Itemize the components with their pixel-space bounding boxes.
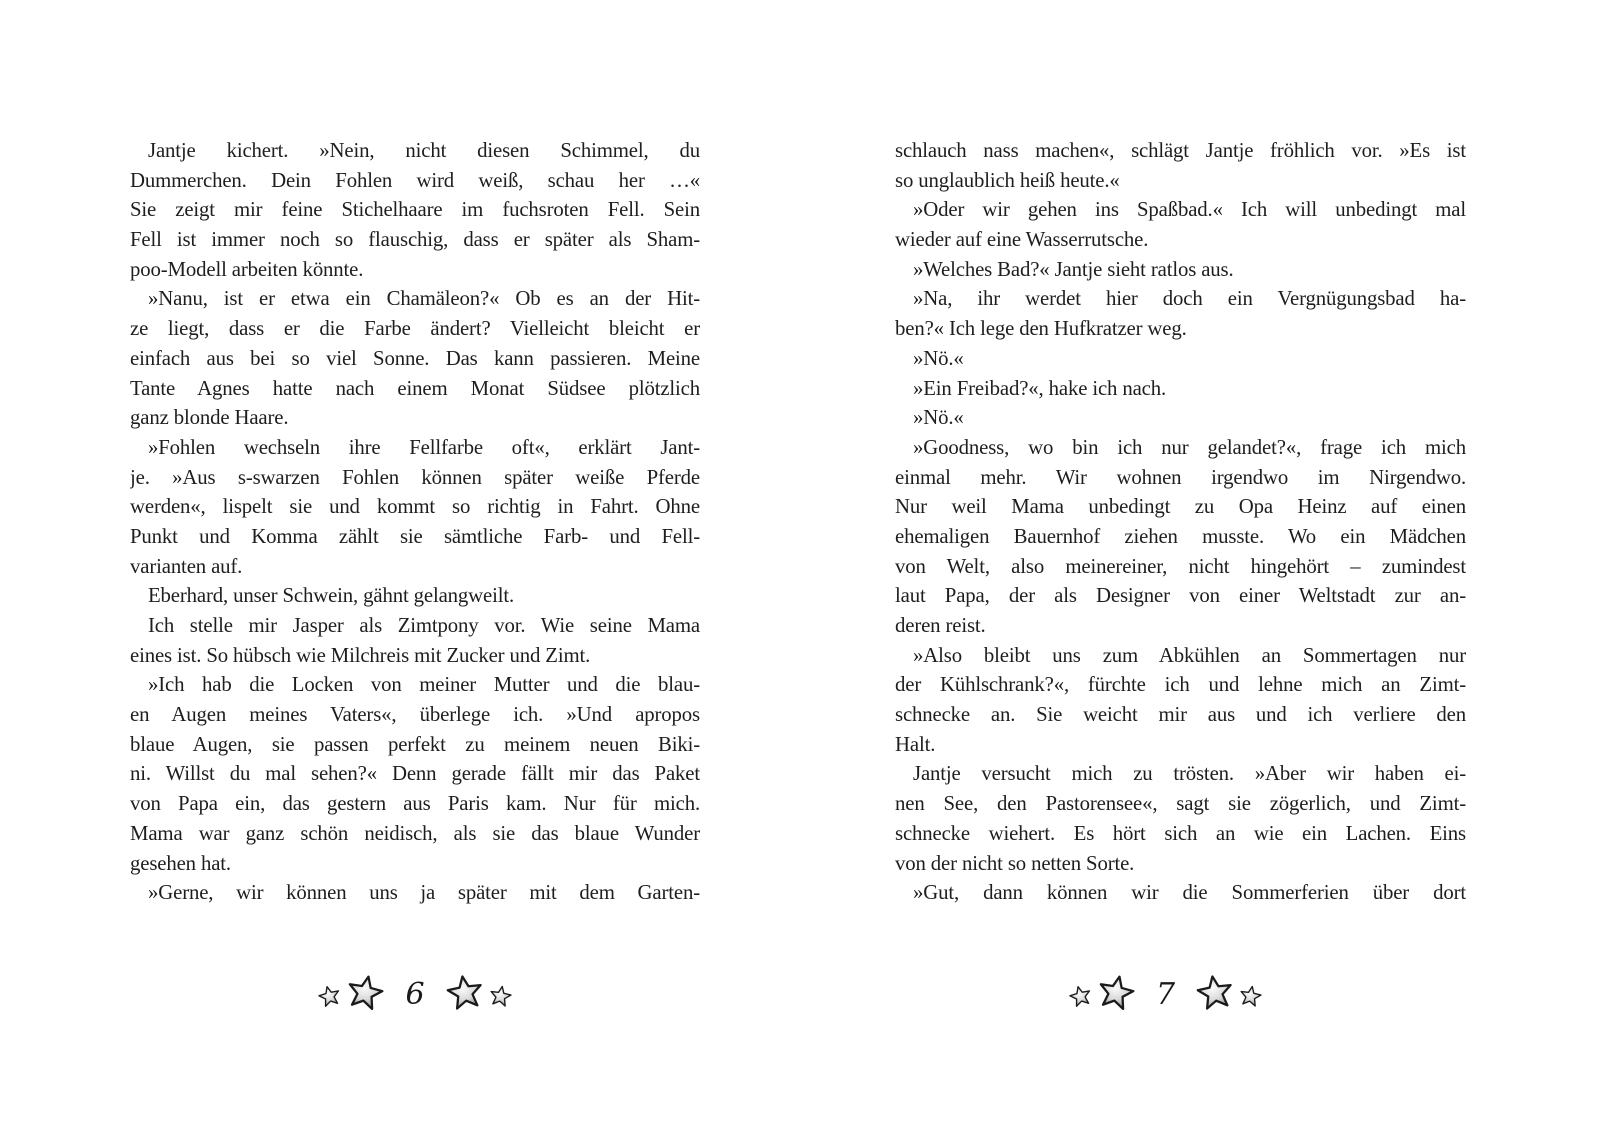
text-line: schnecke an. Sie weicht mir aus und ich verliere den	[895, 703, 1466, 727]
text-line: der Kühlschrank?«, fürchte ich und lehne mich an Zimt-	[895, 673, 1466, 697]
text-line: Ich stelle mir Jasper als Zimtpony vor. Wie seine Mama	[148, 614, 700, 637]
text-line: deren reist.	[895, 614, 986, 637]
text-line: nen See, den Pastorensee«, sagt sie zögerlich, und Zimt-	[895, 792, 1466, 816]
text-line: je. »Aus s-swarzen Fohlen können später weiße Pferde	[130, 465, 700, 489]
text-line: »Nö.«	[913, 346, 964, 370]
star-icon	[316, 982, 344, 1010]
text-line: wieder auf eine Wasserrutsche.	[895, 228, 1149, 252]
text-line: Halt.	[895, 732, 936, 756]
star-icon	[1067, 982, 1095, 1010]
text-line: ganz blonde Haare.	[130, 406, 289, 430]
page-number: 6	[405, 977, 425, 1012]
text-line: »Also bleibt uns zum Abkühlen an Sommertagen nur	[913, 643, 1466, 667]
text-line: Jantje versucht mich zu trösten. »Aber wir haben ei-	[913, 762, 1466, 786]
text-line: »Gut, dann können wir die Sommerferien über dort	[913, 881, 1466, 905]
text-line: ben?« Ich lege den Hufkratzer weg.	[895, 317, 1187, 341]
text-line: schlauch nass machen«, schlägt Jantje fröhlich vor. »Es ist	[895, 139, 1466, 162]
text-line: »Fohlen wechseln ihre Fellfarbe oft«, erklärt Jant-	[148, 435, 700, 459]
text-line: »Goodness, wo bin ich nur gelandet?«, frage ich mich	[913, 435, 1466, 459]
text-line: Fell ist immer noch so flauschig, dass er später als Sham-	[130, 228, 700, 252]
text-line: so unglaublich heiß heute.«	[895, 168, 1120, 192]
text-line: einfach aus bei so viel Sonne. Das kann passieren. Meine	[130, 346, 700, 370]
text-line: blaue Augen, sie passen perfekt zu meinem neuen Biki-	[130, 732, 700, 756]
text-line: Sie zeigt mir feine Stichelhaare im fuchsroten Fell. Sein	[130, 198, 700, 222]
text-line: einmal mehr. Wir wohnen irgendwo im Nirgendwo.	[895, 465, 1466, 489]
text-line: en Augen meines Vaters«, überlege ich. »Und apropos	[130, 703, 700, 727]
text-line: Dummerchen. Dein Fohlen wird weiß, schau her …«	[130, 168, 700, 192]
text-line: Tante Agnes hatte nach einem Monat Südsee plötzlich	[130, 376, 700, 400]
star-icon	[487, 983, 514, 1010]
text-line: von der nicht so netten Sorte.	[895, 851, 1135, 875]
text-line: »Ein Freibad?«, hake ich nach.	[913, 376, 1167, 400]
text-line: ze liegt, dass er die Farbe ändert? Vielleicht bleicht er	[130, 317, 700, 341]
text-line: von Papa ein, das gestern aus Paris kam. Nur für mich.	[130, 792, 700, 816]
text-line: Eberhard, unser Schwein, gähnt gelangweilt.	[148, 584, 515, 608]
text-line: »Ich hab die Locken von meiner Mutter und die blau-	[148, 673, 700, 697]
text-line: Mama war ganz schön neidisch, als sie das blaue Wunder	[130, 821, 700, 845]
star-icon	[1237, 983, 1264, 1010]
page-number: 7	[1155, 977, 1176, 1012]
text-line: laut Papa, der als Designer von einer Weltstadt zur an-	[895, 584, 1466, 608]
page-left-footer	[130, 968, 700, 1018]
text-line: von Welt, also meinereiner, nicht hingehört – zumindest	[895, 554, 1466, 578]
text-line: »Oder wir gehen ins Spaßbad.« Ich will unbedingt mal	[913, 198, 1466, 222]
page-left-text	[130, 136, 700, 908]
text-line: »Welches Bad?« Jantje sieht ratlos aus.	[913, 257, 1234, 281]
page-right-text	[895, 136, 1466, 908]
star-icon	[1093, 970, 1138, 1015]
page-right-footer	[880, 968, 1451, 1018]
text-line: »Nö.«	[913, 406, 964, 430]
text-line: Jantje kichert. »Nein, nicht diesen Schimmel, du	[148, 139, 700, 162]
star-icon	[443, 971, 486, 1014]
text-line: »Na, ihr werdet hier doch ein Vergnügungsbad ha-	[913, 287, 1466, 311]
text-line: werden«, lispelt sie und kommt so richtig in Fahrt. Ohne	[130, 495, 700, 519]
text-line: eines ist. So hübsch wie Milchreis mit Zucker und Zimt.	[130, 643, 591, 667]
star-icon	[343, 970, 388, 1015]
text-line: gesehen hat.	[130, 851, 231, 875]
text-line: Punkt und Komma zählt sie sämtliche Farb- und Fell-	[130, 524, 700, 548]
star-icon	[1193, 971, 1236, 1014]
text-line: »Gerne, wir können uns ja später mit dem Garten-	[148, 881, 700, 905]
text-line: poo-Modell arbeiten könnte.	[130, 257, 364, 281]
text-line: Nur weil Mama unbedingt zu Opa Heinz auf einen	[895, 495, 1466, 519]
text-line: »Nanu, ist er etwa ein Chamäleon?« Ob es an der Hit-	[148, 287, 700, 311]
text-line: schnecke wiehert. Es hört sich an wie ein Lachen. Eins	[895, 821, 1466, 845]
text-line: varianten auf.	[130, 554, 243, 578]
text-line: ehemaligen Bauernhof ziehen musste. Wo ein Mädchen	[895, 524, 1466, 548]
text-line: ni. Willst du mal sehen?« Denn gerade fällt mir das Paket	[130, 762, 700, 786]
